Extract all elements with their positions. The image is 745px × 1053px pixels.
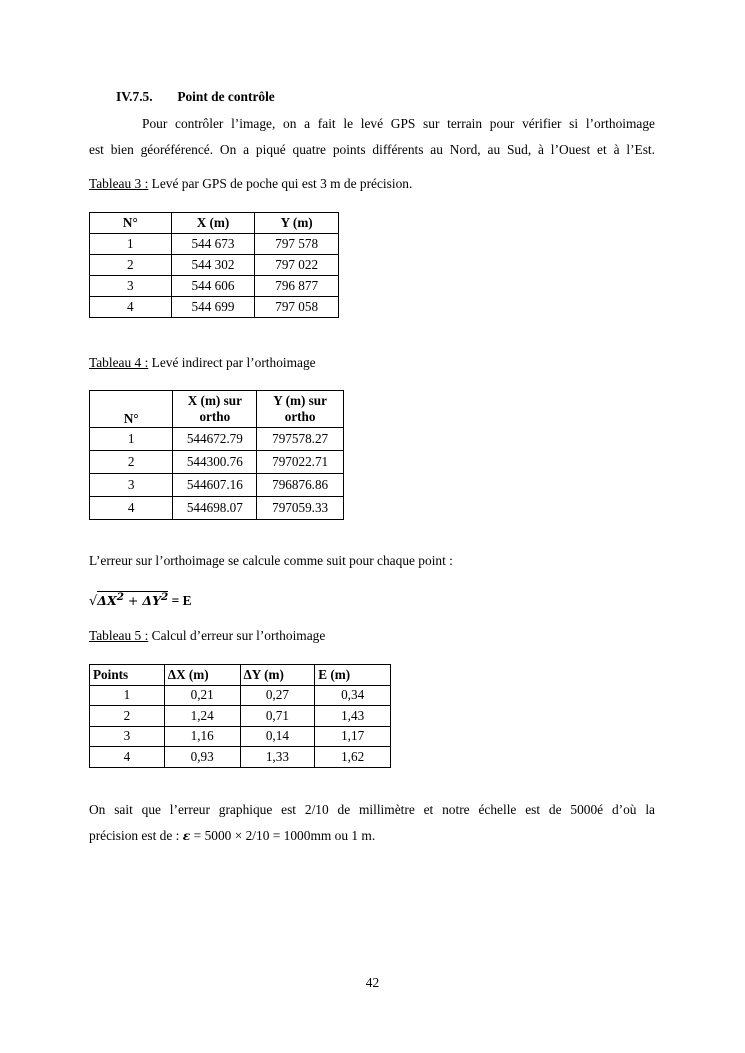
table-cell: 797022.71 <box>257 451 344 474</box>
table5-caption-label: Tableau 5 : <box>89 628 149 643</box>
intro-line-1: Pour contrôler l’image, on a fait le levé GPS sur terrain pour vérifier si l’orthoimage <box>142 116 655 131</box>
header-cell: X (m) sur ortho <box>173 391 257 428</box>
table-row <box>90 255 339 276</box>
table-cell: 0,93 <box>164 747 240 768</box>
table3-caption-text: Levé par GPS de poche qui est 3 m de précision. <box>148 176 413 191</box>
header-cell: X (m) <box>171 213 255 234</box>
table-row <box>90 685 391 706</box>
formula-dx: ΔX <box>97 593 117 609</box>
conclusion-line-1: On sait que l’erreur graphique est 2/10 de millimètre et notre échelle est de 5000é d’où la <box>89 802 655 817</box>
table-cell: 797059.33 <box>257 497 344 520</box>
table-cell: 3 <box>90 474 173 497</box>
table-row <box>90 497 344 520</box>
table-4 <box>89 390 344 520</box>
table3-caption-label: Tableau 3 : <box>89 176 149 191</box>
table-cell: 797 058 <box>255 297 339 318</box>
header-cell: Points <box>90 665 165 686</box>
formula-exp-y: 2 <box>161 591 169 603</box>
table-cell: 544 673 <box>171 234 255 255</box>
header-cell: N° <box>90 213 172 234</box>
page-number: 42 <box>365 975 380 990</box>
table-cell: 797 578 <box>255 234 339 255</box>
error-formula <box>89 591 192 609</box>
table-cell: 1,24 <box>164 706 240 727</box>
intro-line-2: est bien géoréférencé. On a piqué quatre points différents au Nord, au Sud, à l’Ouest et à l’Est. <box>89 142 655 157</box>
table-cell: 4 <box>90 747 165 768</box>
table-cell: 544 302 <box>171 255 255 276</box>
conclusion-end: = 5000 × 2/10 = 1000mm ou 1 m. <box>190 828 376 843</box>
table-cell: 3 <box>90 276 172 297</box>
table-cell: 796 877 <box>255 276 339 297</box>
header-cell: Y (m) <box>255 213 339 234</box>
header-cell: E (m) <box>315 665 391 686</box>
table-cell: 796876.86 <box>257 474 344 497</box>
conclusion-line-2 <box>89 823 375 849</box>
table5-caption <box>89 628 325 644</box>
table-cell: 0,21 <box>164 685 240 706</box>
table-cell: 1 <box>90 428 173 451</box>
section-heading <box>116 89 275 105</box>
table-cell: 1 <box>90 685 165 706</box>
table-3 <box>89 212 339 318</box>
table-row <box>90 747 391 768</box>
table-cell: 544300.76 <box>173 451 257 474</box>
header-cell: ΔX (m) <box>164 665 240 686</box>
section-number: IV.7.5. <box>116 89 153 104</box>
table5-caption-text: Calcul d’erreur sur l’orthoimage <box>148 628 326 643</box>
table-cell: 0,27 <box>240 685 315 706</box>
table-row <box>90 276 339 297</box>
section-title: Point de contrôle <box>177 89 275 104</box>
conclusion-start: précision est de : <box>89 828 183 843</box>
table-cell: 4 <box>90 297 172 318</box>
formula-exp-x: 2 <box>116 591 124 603</box>
formula-radicand <box>97 591 168 608</box>
table-cell: 544 606 <box>171 276 255 297</box>
table-cell: 544 699 <box>171 297 255 318</box>
error-explanation: L’erreur sur l’orthoimage se calcule comme suit pour chaque point : <box>89 553 453 568</box>
table-cell: 0,34 <box>315 685 391 706</box>
header-cell: Y (m) sur ortho <box>257 391 344 428</box>
table-cell: 2 <box>90 255 172 276</box>
table-cell: 544698.07 <box>173 497 257 520</box>
table-header-row <box>90 665 391 686</box>
table-cell: 1 <box>90 234 172 255</box>
table-row <box>90 428 344 451</box>
table-row <box>90 474 344 497</box>
table-cell: 797578.27 <box>257 428 344 451</box>
table-cell: 2 <box>90 706 165 727</box>
table-cell: 797 022 <box>255 255 339 276</box>
header-cell: N° <box>90 391 173 428</box>
table-row <box>90 451 344 474</box>
table-header-row <box>90 213 339 234</box>
table-cell: 1,62 <box>315 747 391 768</box>
formula-plus: + <box>123 593 143 609</box>
table-row <box>90 706 391 727</box>
table4-caption <box>89 355 316 371</box>
table-row <box>90 726 391 747</box>
sqrt-symbol: √ <box>89 594 98 610</box>
table4-caption-label: Tableau 4 : <box>89 355 149 370</box>
table4-caption-text: Levé indirect par l’orthoimage <box>148 355 316 370</box>
table-cell: 1,17 <box>315 726 391 747</box>
table-row <box>90 297 339 318</box>
table-header-row <box>90 391 344 428</box>
table-cell: 3 <box>90 726 165 747</box>
table3-caption <box>89 176 412 192</box>
table-cell: 0,71 <box>240 706 315 727</box>
table-row <box>90 234 339 255</box>
formula-dy: ΔY <box>142 593 161 609</box>
table-cell: 0,14 <box>240 726 315 747</box>
table-cell: 1,33 <box>240 747 315 768</box>
table-cell: 2 <box>90 451 173 474</box>
table-cell: 544607.16 <box>173 474 257 497</box>
table-cell: 544672.79 <box>173 428 257 451</box>
table-5 <box>89 664 391 768</box>
header-cell: ΔY (m) <box>240 665 315 686</box>
table-cell: 4 <box>90 497 173 520</box>
table-cell: 1,43 <box>315 706 391 727</box>
table-cell: 1,16 <box>164 726 240 747</box>
epsilon-symbol: ε <box>182 828 191 843</box>
formula-result: = E <box>168 593 192 609</box>
